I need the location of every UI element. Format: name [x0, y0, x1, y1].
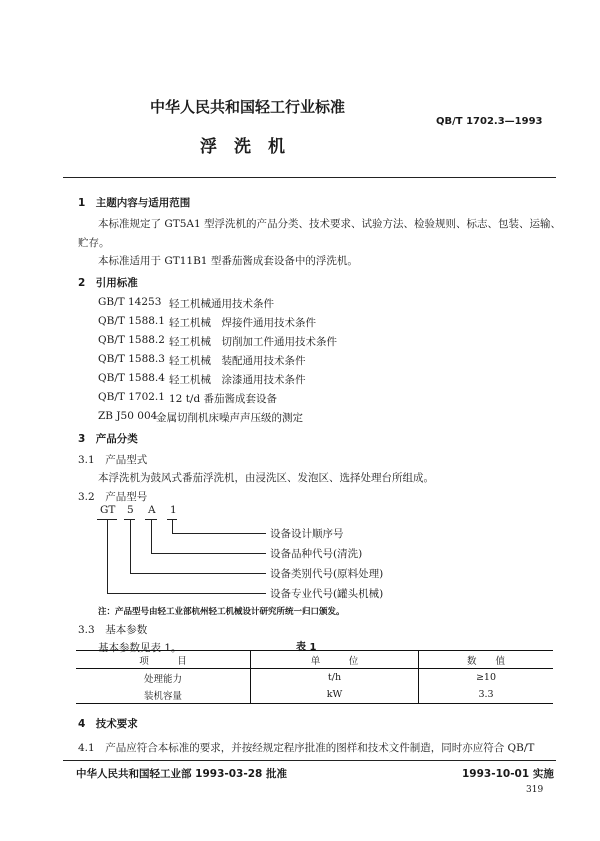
doc-title: 浮 洗 机 — [200, 137, 285, 157]
cell-value: ≥10 — [475, 672, 497, 683]
leader-line — [151, 519, 152, 553]
section-1-para-1-line-2: 贮存。 — [78, 237, 110, 249]
cell-unit: kW — [251, 686, 419, 704]
leader-line — [107, 593, 266, 594]
section-1-para-2: 本标准适用于 GT11B1 型番茄酱成套设备中的浮洗机。 — [98, 255, 358, 267]
model-label-variety-code: 设备品种代号(清洗) — [270, 548, 363, 560]
ref-title: 轻工机械通用技术条件 — [169, 298, 274, 310]
model-label-design-serial: 设备设计顺序号 — [270, 528, 344, 540]
cell-item: 处理能力 — [76, 669, 251, 687]
section-4-1-text: 4.1 产品应符合本标准的要求，并按经规定程序批准的图样和技术文件制造，同时亦应符合 QB/T — [78, 742, 535, 754]
ref-title: 轻工机械 切削加工件通用技术条件 — [169, 336, 337, 348]
ref-code: QB/T 1588.2 — [98, 334, 165, 346]
table-row — [76, 669, 553, 687]
table-row — [76, 686, 553, 704]
ref-code: ZB J50 004 — [98, 410, 158, 422]
cell-unit: t/h — [251, 669, 419, 687]
subsection-3-3-text: 基本参数见表 1。 — [98, 642, 182, 654]
ref-code: GB/T 14253 — [98, 296, 162, 308]
leader-line — [172, 519, 173, 533]
section-1-heading: 1 主题内容与适用范围 — [78, 197, 191, 209]
leader-line — [130, 519, 131, 573]
table-1 — [76, 650, 553, 704]
section-4-heading: 4 技术要求 — [78, 718, 138, 730]
model-label-specialty-code: 设备专业代号(罐头机械) — [270, 588, 384, 600]
cell-item: 装机容量 — [76, 686, 251, 704]
subsection-3-2-heading: 3.2 产品型号 — [78, 491, 148, 503]
section-3-heading: 3 产品分类 — [78, 433, 138, 445]
ref-title: 12 t/d 番茄酱成套设备 — [169, 393, 278, 405]
subsection-3-1-text: 本浮洗机为鼓风式番茄浮洗机，由浸洗区、发泡区、选择处理台所组成。 — [98, 472, 434, 484]
page-number: 319 — [526, 785, 544, 795]
footer-rule — [63, 760, 556, 761]
model-note: 注：产品型号由轻工业部杭州轻工机械设计研究所统一归口颁发。 — [98, 607, 345, 617]
section-2-heading: 2 引用标准 — [78, 277, 138, 289]
table-header-row — [76, 651, 553, 669]
header-item: 项 目 — [76, 651, 251, 669]
standard-code: QB/T 1702.3—1993 — [436, 116, 543, 127]
org-title: 中华人民共和国轻工行业标准 — [150, 98, 346, 116]
model-char-gt: GT — [100, 504, 116, 516]
ref-title: 轻工机械 装配通用技术条件 — [169, 355, 306, 367]
leader-line — [151, 553, 266, 554]
header-unit: 单 位 — [251, 651, 419, 669]
leader-line — [107, 519, 108, 593]
model-char-5: 5 — [127, 504, 134, 516]
ref-title: 轻工机械 焊接件通用技术条件 — [169, 317, 316, 329]
ref-title: 金属切削机床噪声声压级的测定 — [156, 412, 303, 424]
ref-code: QB/T 1588.4 — [98, 372, 165, 384]
ref-title: 轻工机械 涂漆通用技术条件 — [169, 374, 306, 386]
header-value: 数 值 — [419, 651, 554, 669]
leader-line — [130, 573, 266, 574]
header-rule — [63, 177, 556, 178]
approval-date: 中华人民共和国轻工业部 1993-03-28 批准 — [76, 768, 287, 780]
ref-code: QB/T 1588.1 — [98, 315, 165, 327]
leader-line — [172, 533, 266, 534]
ref-code: QB/T 1702.1 — [98, 391, 165, 403]
implementation-date: 1993-10-01 实施 — [462, 768, 554, 780]
cell-value: 3.3 — [419, 686, 554, 704]
model-char-1: 1 — [170, 504, 177, 516]
section-1-para-1-line-1: 本标准规定了 GT5A1 型浮洗机的产品分类、技术要求、试验方法、检验规则、标志、包装、运输、 — [98, 218, 562, 230]
ref-code: QB/T 1588.3 — [98, 353, 165, 365]
subsection-3-1-heading: 3.1 产品型式 — [78, 454, 148, 466]
table-1-caption: 表 1 — [296, 642, 317, 653]
model-label-category-code: 设备类别代号(原料处理) — [270, 568, 384, 580]
model-char-a: A — [148, 504, 156, 516]
subsection-3-3-heading: 3.3 基本参数 — [78, 624, 148, 636]
